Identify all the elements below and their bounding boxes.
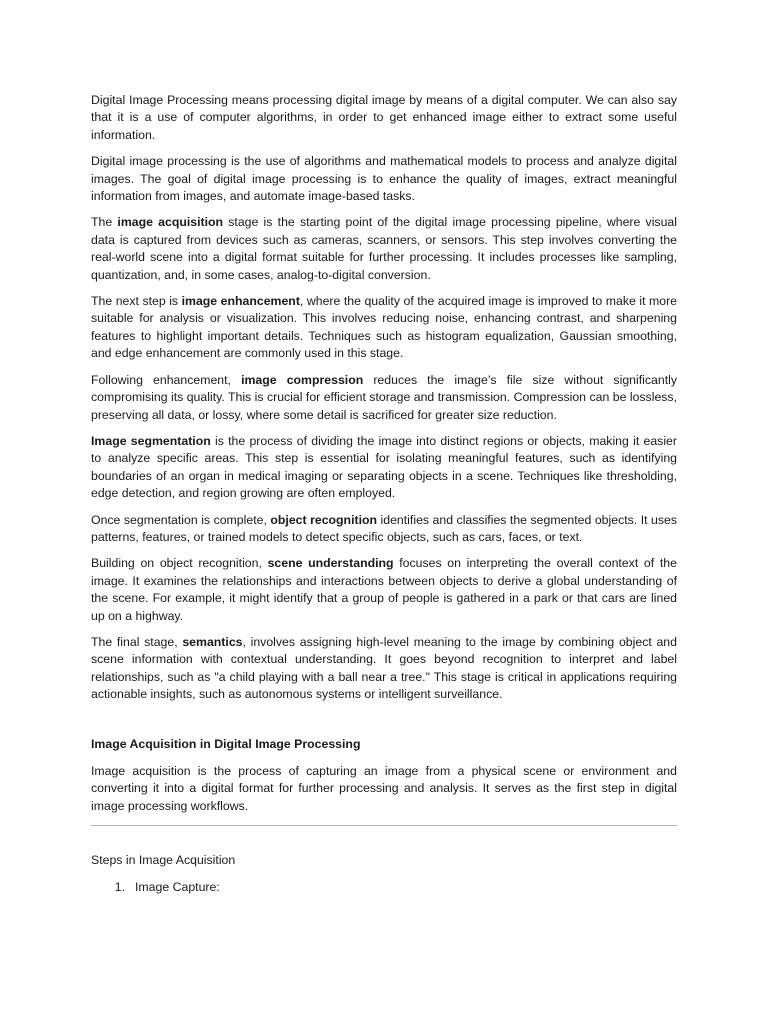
paragraph-text: The [91,215,118,230]
paragraph-text: reduces the image’s file size without significantly compromising its quality. This is crucial for efficient storage and transmission. Compression can be lossless, preserving all data, or lossy, where some detail is sacrificed for greater size reduction. [91,372,677,422]
paragraph-text: focuses on interpreting the overall context of the image. It examines the relationships and interactions between objects to derive a global understanding of the scene. For example, it might identify that a group of people is gathered in a park or that cars are lined up on a highway. [91,556,677,623]
steps-title: Steps in Image Acquisition [91,853,236,868]
paragraph-text: , involves assigning high-level meaning to the image by combining object and scene information with contextual understanding. It goes beyond recognition to interpret and label relationships, such as "a child playing with a ball near a tree." This stage is critical in applications requiring actionable insights, such as autonomous systems or intelligent surveillance. [91,634,677,702]
body-paragraphs [91,92,677,704]
paragraph [91,372,677,424]
paragraph [91,92,677,144]
horizontal-divider [91,825,677,826]
paragraph-text: Digital image processing is the use of algorithms and mathematical models to process and analyze digital images. The goal of digital image processing is to enhance the quality of images, extract meaningful information from images, and automate image-based tasks. [91,154,677,204]
paragraph-text: , where the quality of the acquired image is improved to make it more suitable for analysis or visualization. This involves reducing noise, enhancing contrast, and sharpening features to highlight important details. Techniques such as histogram equalization, Gaussian smoothing, and edge enhancement are commonly used in this stage. [91,294,678,361]
section-intro: Image acquisition is the process of capturing an image from a physical scene or environment and converting it into a digital format for further processing and analysis. It serves as the first step in digital image processing workflows. [91,764,677,813]
paragraph [91,433,677,503]
paragraph-text: is the process of dividing the image into distinct regions or objects, making it easier to analyze specific areas. This step is essential for isolating meaningful features, such as identifying boundaries of an organ in medical imaging or separating objects in a scene. Techniques like thresholding, edge detection, and region growing are often employed. [91,433,677,501]
list-item-number: 1. [114,879,125,894]
bold-term: semantics [182,634,243,649]
paragraph-text: The final stage, [91,634,183,649]
paragraph [91,293,677,363]
bold-term: image enhancement [181,294,300,309]
paragraph [91,214,677,284]
paragraph-text: Once segmentation is complete, [91,512,271,527]
paragraph-text: The next step is [91,294,182,309]
section-heading: Image Acquisition in Digital Image Processing [91,736,361,751]
paragraph-text: Building on object recognition, [91,556,268,571]
bold-term: Image segmentation [91,433,211,448]
document-page [91,92,677,896]
paragraph-text: stage is the starting point of the digital image processing pipeline, where visual data is captured from devices such as cameras, scanners, or sensors. This step involves converting the real-world scene into a digital format suitable for further processing. It includes processes like sampling, quantization, and, in some cases, analog-to-digital conversion. [91,215,677,282]
paragraph [91,555,677,625]
paragraph [91,512,677,547]
bold-term: image compression [241,372,364,387]
paragraph [91,634,677,704]
paragraph-text: Digital Image Processing means processing digital image by means of a digital computer. We can also say that it is a use of computer algorithms, in order to get enhanced image either to extract some useful information. [91,93,677,142]
paragraph-text: identifies and classifies the segmented objects. It uses patterns, features, or trained models to detect specific objects, such as cars, faces, or text. [91,512,677,544]
bold-term: object recognition [270,512,378,527]
list-item [91,879,677,896]
bold-term: image acquisition [117,215,224,230]
paragraph [91,153,677,205]
bold-term: scene understanding [267,556,394,571]
paragraph-text: Following enhancement, [91,372,242,387]
list-item-label: Image Capture: [135,879,220,894]
steps-list [91,879,677,896]
